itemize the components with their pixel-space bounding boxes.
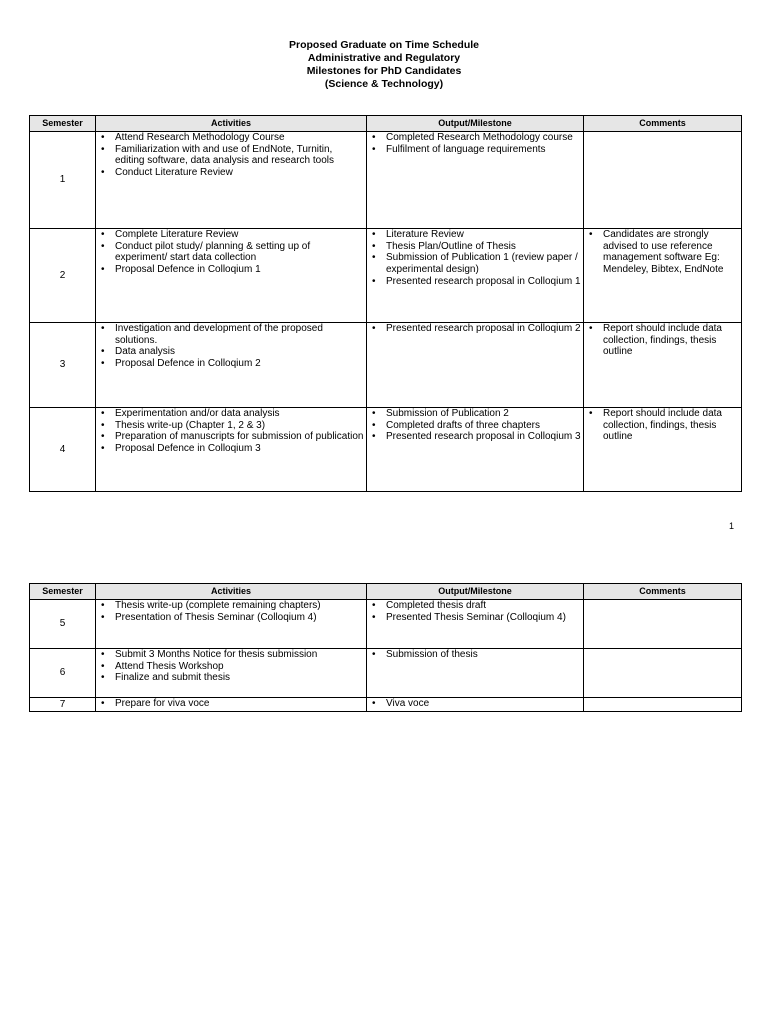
output-milestone-cell xyxy=(367,132,584,229)
schedule-table-page-1 xyxy=(29,115,742,492)
activities-cell xyxy=(96,132,367,229)
comments-cell xyxy=(584,323,742,408)
semester-cell: 7 xyxy=(30,698,96,712)
list-item: • Attend Research Methodology Course xyxy=(96,132,364,144)
list-item: • Fulfilment of language requirements xyxy=(367,144,581,156)
title-line-3: Milestones for PhD Candidates xyxy=(306,65,462,77)
output-milestone-cell xyxy=(367,698,584,712)
title-line-1: Proposed Graduate on Time Schedule xyxy=(288,39,479,51)
comments-cell xyxy=(584,229,742,323)
list-item: • Preparation of manuscripts for submission of publication xyxy=(96,431,364,443)
list-item: • Data analysis xyxy=(96,346,364,358)
list-item: • Conduct pilot study/ planning & setting up of experiment/ start data collection xyxy=(96,241,364,264)
schedule-table-page-2 xyxy=(29,583,742,712)
semester-cell: 2 xyxy=(30,229,96,323)
list-item: • Attend Thesis Workshop xyxy=(96,661,364,673)
output-list xyxy=(367,323,583,335)
list-item: • Prepare for viva voce xyxy=(96,698,364,710)
output-list xyxy=(367,649,583,661)
comments-list xyxy=(584,408,741,443)
list-item: • Presentation of Thesis Seminar (Colloqium 4) xyxy=(96,612,364,624)
activities-cell xyxy=(96,600,367,649)
activities-list xyxy=(96,649,366,684)
table-header-row xyxy=(30,584,742,600)
list-item: • Submission of thesis xyxy=(367,649,581,661)
activities-list xyxy=(96,132,366,179)
output-milestone-cell xyxy=(367,649,584,698)
semester-cell: 3 xyxy=(30,323,96,408)
activities-list xyxy=(96,698,366,710)
output-milestone-cell xyxy=(367,323,584,408)
header-activities: Activities xyxy=(96,584,367,600)
semester-cell: 4 xyxy=(30,408,96,492)
list-item: • Proposal Defence in Colloqium 3 xyxy=(96,443,364,455)
list-item: • Finalize and submit thesis xyxy=(96,672,364,684)
semester-cell: 6 xyxy=(30,649,96,698)
header-semester: Semester xyxy=(30,116,96,132)
list-item: • Presented research proposal in Colloqium 2 xyxy=(367,323,581,335)
list-item: • Familiarization with and use of EndNote, Turnitin, editing software, data analysis and research tools xyxy=(96,144,364,167)
list-item: • Report should include data collection, findings, thesis outline xyxy=(584,408,739,443)
header-output-milestone: Output/Milestone xyxy=(367,116,584,132)
header-activities: Activities xyxy=(96,116,367,132)
output-list xyxy=(367,600,583,623)
list-item: • Experimentation and/or data analysis xyxy=(96,408,364,420)
output-list xyxy=(367,229,583,288)
table-row xyxy=(30,698,742,712)
semester-cell: 1 xyxy=(30,132,96,229)
title-line-4: (Science & Technology) xyxy=(324,78,444,90)
list-item: • Complete Literature Review xyxy=(96,229,364,241)
page-number: 1 xyxy=(729,521,735,531)
list-item: • Proposal Defence in Colloqium 1 xyxy=(96,264,364,276)
list-item: • Conduct Literature Review xyxy=(96,167,364,179)
comments-cell xyxy=(584,600,742,649)
list-item: • Report should include data collection, findings, thesis outline xyxy=(584,323,739,358)
list-item: • Submission of Publication 1 (review paper / experimental design) xyxy=(367,252,581,275)
activities-list xyxy=(96,229,366,276)
semester-cell: 5 xyxy=(30,600,96,649)
activities-cell xyxy=(96,229,367,323)
header-output-milestone: Output/Milestone xyxy=(367,584,584,600)
activities-cell xyxy=(96,649,367,698)
activities-cell xyxy=(96,323,367,408)
table-row xyxy=(30,600,742,649)
list-item: • Literature Review xyxy=(367,229,581,241)
list-item: • Completed Research Methodology course xyxy=(367,132,581,144)
output-milestone-cell xyxy=(367,229,584,323)
comments-cell xyxy=(584,132,742,229)
activities-list xyxy=(96,408,366,455)
list-item: • Presented research proposal in Colloqium 3 xyxy=(367,431,581,443)
header-semester: Semester xyxy=(30,584,96,600)
list-item: • Candidates are strongly advised to use reference management software Eg: Mendeley, Bibtex, EndNote xyxy=(584,229,739,276)
activities-cell xyxy=(96,698,367,712)
comments-cell xyxy=(584,408,742,492)
activities-list xyxy=(96,600,366,623)
table-row xyxy=(30,229,742,323)
list-item: • Thesis write-up (complete remaining chapters) xyxy=(96,600,364,612)
header-comments: Comments xyxy=(584,584,742,600)
table-row xyxy=(30,649,742,698)
table-header-row xyxy=(30,116,742,132)
activities-list xyxy=(96,323,366,370)
list-item: • Presented Thesis Seminar (Colloqium 4) xyxy=(367,612,581,624)
list-item: • Thesis write-up (Chapter 1, 2 & 3) xyxy=(96,420,364,432)
list-item: • Proposal Defence in Colloqium 2 xyxy=(96,358,364,370)
list-item: • Completed thesis draft xyxy=(367,600,581,612)
list-item: • Thesis Plan/Outline of Thesis xyxy=(367,241,581,253)
comments-list xyxy=(584,323,741,358)
output-list xyxy=(367,408,583,443)
comments-cell xyxy=(584,649,742,698)
list-item: • Investigation and development of the proposed solutions. xyxy=(96,323,364,346)
list-item: • Viva voce xyxy=(367,698,581,710)
output-milestone-cell xyxy=(367,600,584,649)
comments-list xyxy=(584,229,741,276)
activities-cell xyxy=(96,408,367,492)
list-item: • Submission of Publication 2 xyxy=(367,408,581,420)
table-row xyxy=(30,323,742,408)
list-item: • Submit 3 Months Notice for thesis submission xyxy=(96,649,364,661)
document-title xyxy=(0,39,768,91)
table-row xyxy=(30,408,742,492)
comments-cell xyxy=(584,698,742,712)
table-row xyxy=(30,132,742,229)
header-comments: Comments xyxy=(584,116,742,132)
list-item: • Completed drafts of three chapters xyxy=(367,420,581,432)
title-line-2: Administrative and Regulatory xyxy=(307,52,461,64)
output-list xyxy=(367,132,583,155)
output-list xyxy=(367,698,583,710)
list-item: • Presented research proposal in Colloqium 1 xyxy=(367,276,581,288)
output-milestone-cell xyxy=(367,408,584,492)
